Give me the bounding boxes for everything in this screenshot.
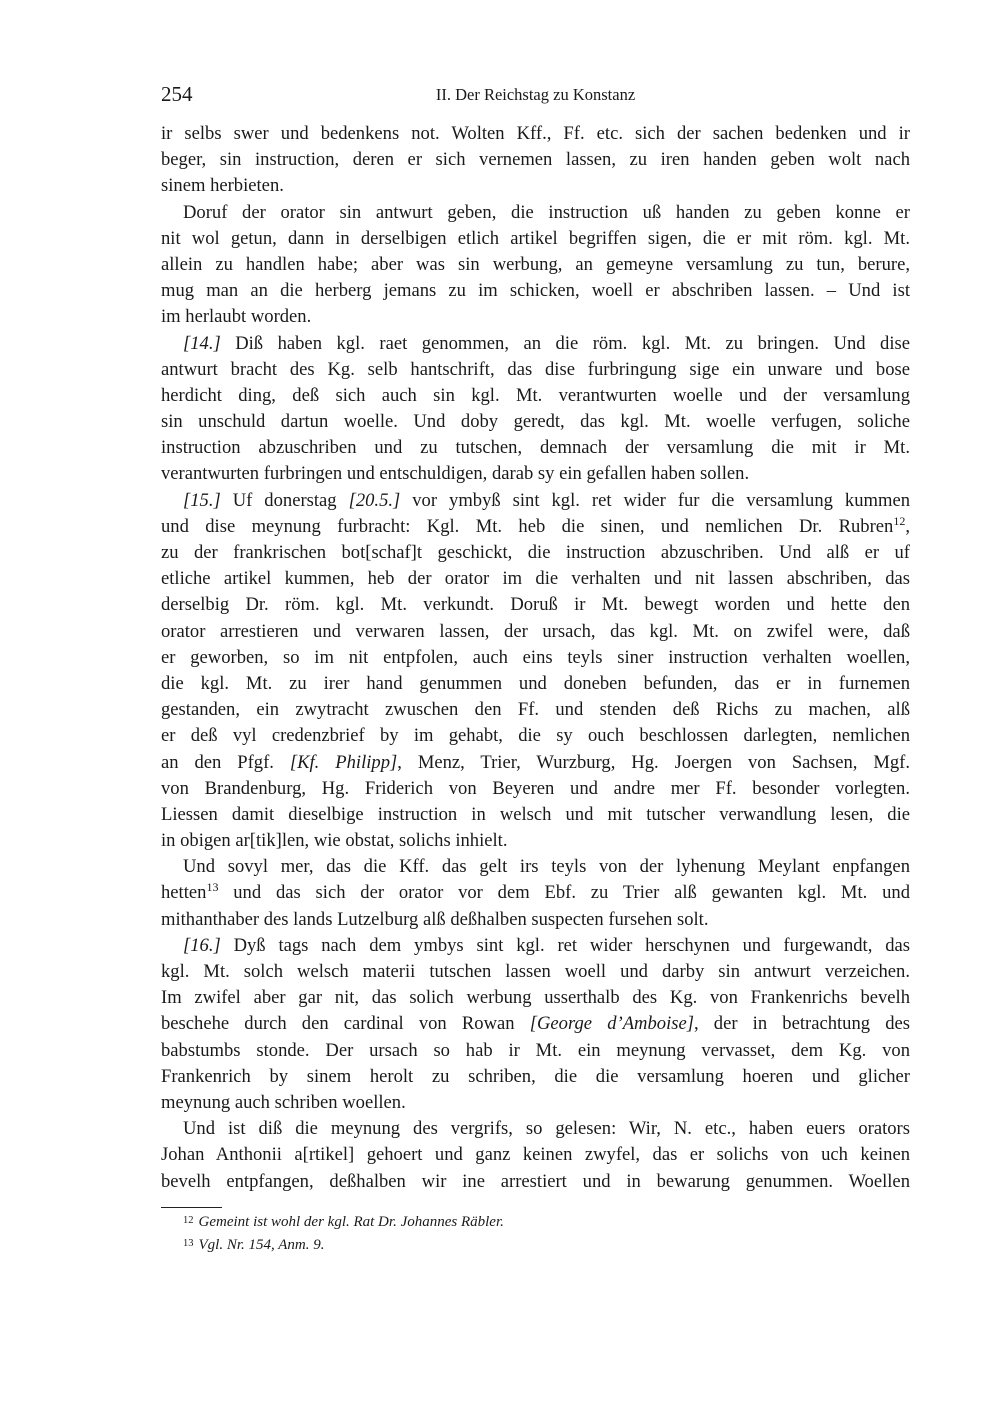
- text-segment: Uf donerstag: [220, 489, 349, 511]
- running-title: II. Der Reichstag zu Konstanz: [435, 85, 636, 104]
- text-segment: Johan Anthonii a[rtikel] gehoert und ganz keinen zwyfel, das er solichs von uch keinen: [161, 1144, 910, 1166]
- text-segment: Im zwifel aber gar nit, das solich werbung usserthalb des Kg. von Frankenrichs bevelh: [161, 987, 910, 1009]
- footnote-12: [183, 1210, 504, 1233]
- text-line: [161, 1116, 910, 1142]
- text-line: [161, 959, 910, 985]
- footnote-number: 13: [183, 1238, 194, 1249]
- text-segment: an den Pfgf.: [161, 751, 290, 773]
- text-line: [161, 331, 910, 357]
- editorial-annotation: [Kf. Philipp]: [289, 751, 398, 773]
- text-line: [161, 566, 910, 592]
- text-segment: er deß vyl credenzbrief by im gehabt, die sy ouch beschlossen darlegten, nemlichen: [161, 725, 910, 747]
- text-line: [161, 802, 910, 828]
- editorial-annotation: [16.]: [183, 934, 221, 956]
- text-line: [161, 514, 910, 540]
- text-segment: in obigen ar[tik]len, wie obstat, solichs inhielt.: [161, 830, 508, 852]
- text-segment: verantwurten furbringen und entschuldigen, darab sy ein gefallen haben sollen.: [161, 463, 750, 485]
- text-line: [161, 671, 910, 697]
- editorial-annotation: [George d’Amboise]: [529, 1013, 694, 1035]
- text-segment: die kgl. Mt. zu irer hand genummen und doneben befunden, das er in furnemen: [161, 672, 910, 694]
- text-line: [161, 776, 910, 802]
- text-segment: mithanthaber des lands Lutzelburg alß deßhalben suspecten fursehen solt.: [161, 908, 709, 930]
- text-line: [161, 697, 910, 723]
- text-segment: und dise meynung furbracht: Kgl. Mt. heb die sinen, und nemlichen Dr. Rubren: [161, 515, 894, 537]
- text-segment: instruction abzuschriben und zu tutschen, demnach der versamlung die mit ir Mt.: [161, 437, 910, 459]
- text-line: [161, 409, 910, 435]
- footnote-13: [183, 1233, 504, 1256]
- text-line: [161, 1142, 910, 1168]
- paragraph: [161, 1116, 910, 1195]
- text-segment: , der in betrachtung des: [693, 1013, 911, 1035]
- footnotes: [183, 1210, 504, 1256]
- footnote-reference: 13: [206, 880, 219, 895]
- text-segment: meynung auch schriben woellen.: [161, 1091, 406, 1113]
- text-segment: im herlaubt worden.: [161, 306, 312, 328]
- text-line: [161, 828, 910, 854]
- text-segment: bevelh entpfangen, deßhalben wir ine arrestiert und in bewarung genummen. Woellen: [161, 1170, 910, 1192]
- text-line: [161, 592, 910, 618]
- paragraph: [161, 933, 910, 1116]
- text-line: [161, 933, 910, 959]
- text-line: [161, 252, 910, 278]
- paragraph: [161, 200, 910, 331]
- footnote-reference: 12: [893, 513, 906, 528]
- text-line: [161, 1064, 910, 1090]
- text-segment: herdicht ding, deß sich auch sin kgl. Mt. verantwurten woelle und der versamlung: [161, 384, 910, 406]
- paragraph: [161, 331, 910, 488]
- text-segment: vor ymbyß sint kgl. ret wider fur die versamlung kummen: [400, 489, 910, 511]
- text-segment: zu der frankrischen bot[schaf]t geschickt, die instruction abzuschriben. Und alß er uf: [161, 542, 910, 563]
- text-line: [161, 147, 910, 173]
- text-segment: sin unschuld dartun woelle. Und doby geredt, das kgl. Mt. woelle verfugen, soliche: [161, 411, 910, 433]
- text-line: [161, 854, 910, 880]
- text-line: [161, 304, 910, 330]
- text-line: [161, 488, 910, 514]
- text-line: [161, 461, 910, 487]
- text-segment: und das sich der orator vor dem Ebf. zu Trier alß gewanten kgl. Mt. und: [218, 882, 910, 904]
- text-line: [161, 226, 910, 252]
- text-segment: sinem herbieten.: [161, 175, 284, 197]
- text-segment: er geworben, so im nit entpfolen, auch eins teyls siner instruction verhalten woellen,: [161, 646, 910, 668]
- paragraph: [161, 854, 910, 933]
- text-segment: Und ist diß die meynung des vergrifs, so gelesen: Wir, N. etc., haben euers orators: [183, 1118, 910, 1140]
- text-segment: beger, sin instruction, deren er sich vernemen lassen, zu iren handen geben wolt nach: [161, 149, 910, 171]
- text-segment: etliche artikel kummen, heb der orator im die verhalten und nit lassen abschriben, das: [161, 568, 910, 590]
- page-number: 254: [161, 82, 193, 106]
- text-segment: antwurt bracht des Kg. selb hantschrift, das dise furbringung sige ein unware und bose: [161, 358, 910, 380]
- text-line: [161, 750, 910, 776]
- text-line: [161, 1011, 910, 1037]
- text-segment: allein zu handlen habe; aber was sin werbung, an gemeyne versamlung zu tun, berure,: [161, 253, 910, 275]
- text-line: [161, 278, 910, 304]
- text-segment: Und sovyl mer, das die Kff. das gelt irs teyls von der lyhenung Meylant enpfangen: [183, 856, 910, 878]
- text-segment: kgl. Mt. solch welsch materii tutschen lassen woell und darby sin antwurt verzeichen.: [161, 961, 910, 982]
- text-segment: derselbig Dr. röm. kgl. Mt. verkundt. Doruß ir Mt. bewegt worden und hette den: [161, 594, 910, 616]
- text-segment: babstumbs stonde. Der ursach so hab ir Mt. ein meynung vervasset, dem Kg. von: [161, 1039, 910, 1061]
- text-line: [161, 200, 910, 226]
- text-segment: ,: [905, 515, 910, 537]
- text-line: [161, 880, 910, 906]
- editorial-annotation: [14.]: [183, 332, 221, 354]
- text-line: [161, 435, 910, 461]
- text-line: [161, 173, 910, 199]
- footnote-text: Vgl. Nr. 154, Anm. 9.: [198, 1237, 325, 1253]
- text-line: [161, 907, 910, 933]
- text-segment: Dyß tags nach dem ymbys sint kgl. ret wider herschynen und furgewandt, das: [220, 934, 910, 956]
- text-segment: gestanden, ein zwytracht zwuschen den Ff. und stenden deß Richs zu machen, alß: [161, 699, 910, 721]
- text-line: [161, 619, 910, 645]
- paragraph: [161, 121, 910, 200]
- text-line: [161, 383, 910, 409]
- text-line: [161, 121, 910, 147]
- text-line: [161, 540, 910, 566]
- text-segment: hetten: [161, 882, 207, 904]
- paragraph: [161, 488, 910, 855]
- footnote-text: Gemeint ist wohl der kgl. Rat Dr. Johannes Räbler.: [198, 1214, 504, 1230]
- footnote-number: 12: [183, 1215, 194, 1226]
- text-segment: von Brandenburg, Hg. Friderich von Beyeren und andre mer Ff. besonder vorlegten.: [161, 777, 910, 799]
- text-line: [161, 645, 910, 671]
- text-line: [161, 723, 910, 749]
- text-segment: Diß haben kgl. raet genommen, an die röm. kgl. Mt. zu bringen. Und dise: [220, 332, 910, 354]
- editorial-annotation: [15.]: [183, 489, 221, 511]
- text-segment: beschehe durch den cardinal von Rowan: [161, 1013, 530, 1035]
- text-segment: nit wol getun, dann in derselbigen etlich artikel begriffen sigen, die er mit röm. kgl. Mt.: [161, 227, 910, 249]
- text-line: [161, 357, 910, 383]
- text-segment: Doruf der orator sin antwurt geben, die instruction uß handen zu geben konne er: [183, 201, 910, 223]
- text-segment: mug man an die herberg jemans zu im schicken, woell er abschriben lassen. – Und ist: [161, 280, 910, 302]
- text-line: [161, 1038, 910, 1064]
- main-text: [161, 121, 910, 1195]
- text-segment: orator arrestieren und verwaren lassen, der ursach, das kgl. Mt. on zwifel were, daß: [161, 620, 910, 642]
- text-line: [161, 1090, 910, 1116]
- footnote-divider: [161, 1207, 222, 1208]
- text-segment: Frankenrich by sinem herolt zu schriben, die die versamlung hoeren und glicher: [161, 1065, 910, 1087]
- text-segment: ir selbs swer und bedenkens not. Wolten Kff., Ff. etc. sich der sachen bedenken und ir: [161, 123, 910, 144]
- text-segment: Liessen damit dieselbige instruction in welsch und mit tutscher verwandlung lesen, die: [161, 803, 910, 825]
- text-segment: , Menz, Trier, Wurzburg, Hg. Joergen von Sachsen, Mgf.: [397, 751, 910, 773]
- text-line: [161, 985, 910, 1011]
- text-line: [161, 1169, 910, 1195]
- editorial-annotation: [20.5.]: [348, 489, 401, 511]
